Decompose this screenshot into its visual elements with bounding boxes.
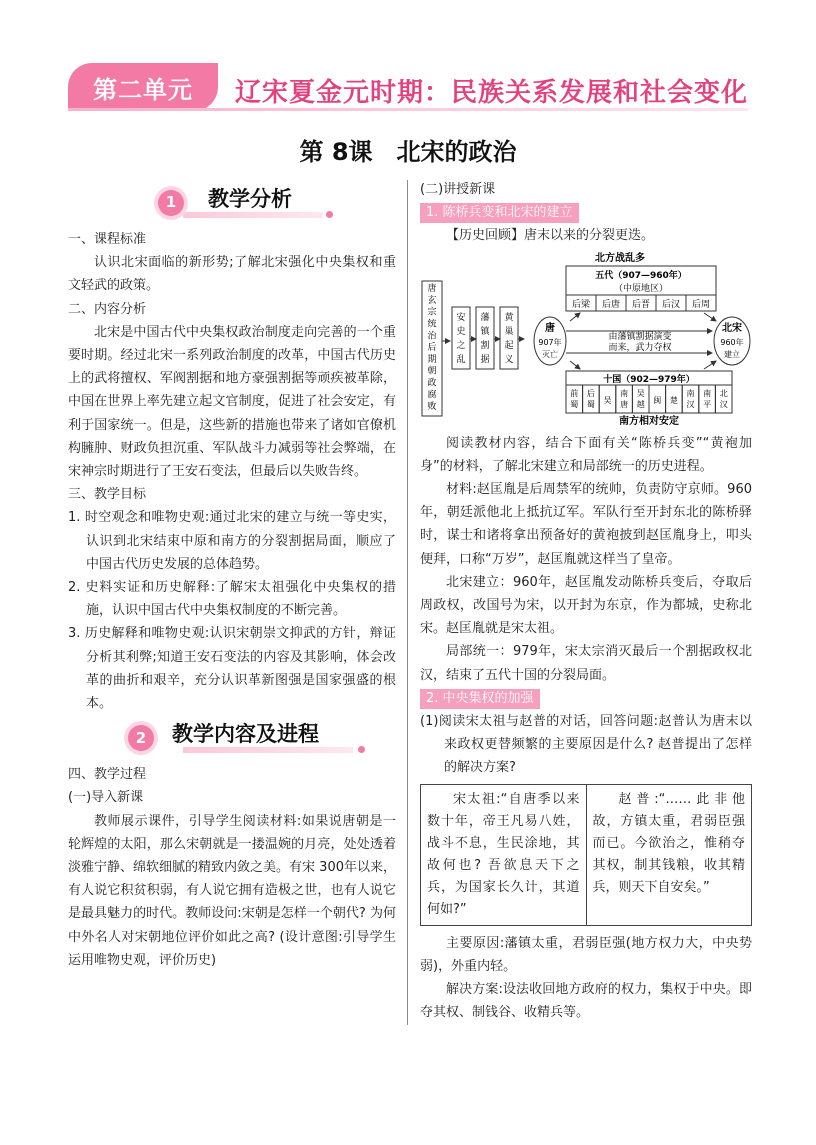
dialogue-table — [420, 784, 752, 926]
section-title: 教学内容及进程 — [172, 722, 319, 747]
event-char: 镇 — [480, 326, 490, 337]
diagram-top-caption: 北方战乱多 — [595, 252, 645, 264]
paragraph-founding: 北宋建立：960年，赵匡胤发动陈桥兵变后，夺取后周政权，改国号为宋，以开封为东京，作为都城，史称北宋。赵匡胤就是宋太祖。 — [420, 574, 752, 637]
question-1: (1)阅读宋太祖与赵普的对话，回答问题:赵普认为唐末以来政权更替频繁的主要原因是什么? 赵普提出了怎样的解决方案? — [420, 714, 752, 776]
kingdom-char: 南 — [703, 388, 712, 398]
kingdom-char: 吴 — [636, 388, 645, 398]
heading-intro: (一)导入新课 — [68, 790, 144, 806]
unit-tab: 第二单元 — [68, 63, 218, 111]
lesson-title: 第 8课 北宋的政治 — [299, 138, 517, 166]
cause-char: 败 — [427, 401, 437, 412]
kingdom-char: 唐 — [620, 399, 629, 409]
cause-char: 腐 — [427, 389, 437, 400]
kingdom-char: 汉 — [686, 399, 695, 409]
section-title: 教学分析 — [208, 187, 292, 211]
cause-text — [427, 282, 450, 412]
section-number-badge: 1 — [158, 190, 184, 216]
subtopic-bar: 1. 陈桥兵变和北宋的建立 — [420, 203, 579, 223]
heading-process: 四、教学过程 — [68, 767, 147, 783]
cause-char: 期 — [427, 354, 437, 365]
section-underline — [183, 212, 323, 218]
right-column — [420, 178, 752, 1024]
paragraph-curriculum: 认识北宋面临的新形势;了解北宋强化中央集权和重文轻武的政策。 — [68, 255, 396, 294]
wudai-subtitle: （中原地区） — [613, 283, 669, 294]
wudai-item: 后唐 — [601, 299, 621, 310]
section-dot — [358, 746, 365, 753]
kingdom-char: 蜀 — [586, 399, 595, 409]
kingdom-char: 闽 — [653, 395, 662, 405]
heading-content: 二、内容分析 — [68, 301, 147, 317]
left-column — [68, 188, 396, 972]
wudai-item: 后周 — [691, 299, 711, 310]
section-heading-process — [68, 723, 396, 757]
unit-title: 辽宋夏金元时期：民族关系发展和社会变化 — [235, 78, 749, 108]
song-year: 960年 — [720, 337, 744, 347]
diagram-bottom-caption: 南方相对安定 — [619, 415, 679, 426]
kingdom-char: 南 — [620, 388, 629, 398]
kingdom-char: 越 — [636, 399, 645, 409]
song-founded: 建立 — [724, 349, 740, 359]
kingdom-char: 汉 — [719, 399, 728, 409]
paragraph-unification: 局部统一：979年，宋太宗消灭最后一个割据政权北汉，结束了五代十国的分裂局面。 — [420, 644, 752, 683]
paragraph-material: 材料:赵匡胤是后周禁军的统帅，负责防守京师。960年，朝廷派他北上抵抗辽军。军队行至开封东北的陈桥驿时，谋士和诸将拿出预备好的黄袍披到赵匡胤身上，叩头便拜，口称“万岁”，赵匡胤就这样当了皇帝。 — [420, 482, 752, 567]
event-char: 安 — [456, 312, 466, 323]
heading-curriculum: 一、课程标准 — [68, 232, 147, 247]
event-char: 藩 — [480, 312, 490, 323]
unit-rule — [68, 108, 748, 111]
event-boxes — [452, 307, 524, 369]
wudai-item: 后梁 — [571, 299, 591, 310]
tang-label: 唐 — [545, 322, 555, 334]
cause-char: 政 — [427, 378, 437, 389]
history-diagram — [420, 251, 752, 426]
mid-note-2: 而来，武力夺权 — [608, 342, 672, 353]
section-dot — [326, 211, 333, 218]
goal-item: 2. 史料实证和历史解释:了解宋太祖强化中央集权的措施，认识中国古代中央集权制度的不断完善。 — [68, 580, 396, 619]
kingdom-list — [566, 385, 732, 413]
cause-char: 朝 — [427, 366, 437, 377]
goal-item: 1. 时空观念和唯物史观:通过北宋的建立与统一等史实，认识到北宋结束中原和南方的分裂割据局面，顺应了中国古代历史发展的总体趋势。 — [68, 510, 396, 572]
event-char: 黄 — [504, 312, 514, 323]
event-char: 巢 — [504, 326, 514, 337]
kingdom-char: 平 — [703, 399, 712, 409]
cause-char: 治 — [427, 330, 437, 341]
event-char: 割 — [480, 340, 490, 351]
history-review: 【历史回顾】唐末以来的分裂更迭。 — [446, 228, 655, 244]
cause-char: 宗 — [427, 307, 437, 318]
tang-fall: 灭亡 — [542, 349, 558, 359]
column-divider — [407, 180, 408, 1025]
paragraph-reason: 主要原因:藩镇太重，君弱臣强(地方权力大，中央势弱)，外重内轻。 — [420, 935, 752, 974]
heading-goals: 三、教学目标 — [68, 487, 147, 503]
dialogue-taizu: 宋太祖:“自唐季以来数十年，帝王凡易八姓，战斗不息，生民涂地，其故何也? 吾欲息天下之兵，为国家长久计，其道何如?” — [421, 784, 587, 925]
kingdom-char: 南 — [686, 388, 695, 398]
kingdom-char: 北 — [719, 388, 728, 398]
event-char: 据 — [480, 354, 490, 365]
cause-char: 统 — [427, 319, 437, 330]
wudai-item: 后晋 — [631, 299, 651, 310]
kingdom-char: 后 — [586, 388, 595, 398]
event-char: 史 — [456, 326, 466, 337]
kingdom-char: 楚 — [669, 395, 678, 405]
wudai-title: 五代（907—960年） — [595, 270, 687, 281]
shiguo-title: 十国（902—979年） — [603, 374, 695, 385]
event-char: 乱 — [456, 354, 466, 365]
event-char: 起 — [504, 340, 514, 351]
paragraph-solution: 解决方案:设法收回地方政府的权力，集权于中央。即夺其权、制钱谷、收精兵等。 — [420, 982, 752, 1021]
paragraph-read: 阅读教材内容，结合下面有关“陈桥兵变”“黄袍加身”的材料，了解北宋建立和局部统一的历史进程。 — [420, 435, 752, 474]
paragraph-intro: 教师展示课件，引导学生阅读材料:如果说唐朝是一轮辉煌的太阳，那么宋朝就是一搂温婉的月亮，处处透着淡雅宁静、绵软细腻的精致内敛之美。有宋 300年以来，有人说它积贫积弱，有人说它拥有造极之世，也有人说它是最具魅力的时代。教师设问:宋朝是怎样一个朝代? 为何中外名人对宋朝地位评价如此之高? (设计意图:引导学生运用唯物史观，评价历史) — [68, 813, 396, 968]
cause-char: 唐 — [427, 283, 437, 294]
section-number-badge: 2 — [128, 725, 154, 751]
event-char: 义 — [504, 354, 514, 365]
section-heading-analysis — [68, 188, 396, 222]
cause-char: 玄 — [427, 295, 437, 306]
kingdom-char: 蜀 — [570, 399, 579, 409]
heading-new-lesson: (二)讲授新课 — [420, 182, 496, 197]
paragraph-content: 北宋是中国古代中央集权政治制度走向完善的一个重要时期。经过北宋一系列政治制度的改革，中国古代历史上的武将擅权、军阀割据和地方豪强割据等顽疾被革除，中国在世界上率先建立起文官制度，促进了社会安定，有利于国家统一。但是，这些新的措施也带来了诸如官僚机构臃肿、财政负担沉重、军队战斗力减弱等社会弊端，在宋神宗时期进行了王安石变法，但最后以失败告终。 — [68, 324, 396, 480]
kingdom-char: 吴 — [603, 395, 612, 405]
kingdom-char: 前 — [570, 388, 579, 398]
wudai-item: 后汉 — [661, 299, 681, 310]
subtopic-bar: 2. 中央集权的加强 — [420, 689, 540, 709]
goal-item: 3. 历史解释和唯物史观:认识宋朝崇文抑武的方针，辩证分析其利弊;知道王安石变法的内容及其影响，体会改革的曲折和艰辛，充分认识革新图强是国家强盛的根本。 — [68, 626, 396, 712]
cause-char: 后 — [427, 342, 437, 353]
wudai-list — [566, 295, 716, 311]
event-char: 之 — [456, 340, 466, 351]
section-underline — [183, 747, 353, 753]
tang-year: 907年 — [538, 337, 562, 347]
song-label: 北宋 — [722, 322, 742, 334]
mid-note-1: 由藩镇割据演变 — [608, 331, 672, 342]
dialogue-zhaopu: 赵普:“……此非他故，方镇太重，君弱臣强而已。今欲治之，惟稍夺其权，制其钱粮，收其精兵，则天下自安矣。” — [586, 784, 752, 925]
